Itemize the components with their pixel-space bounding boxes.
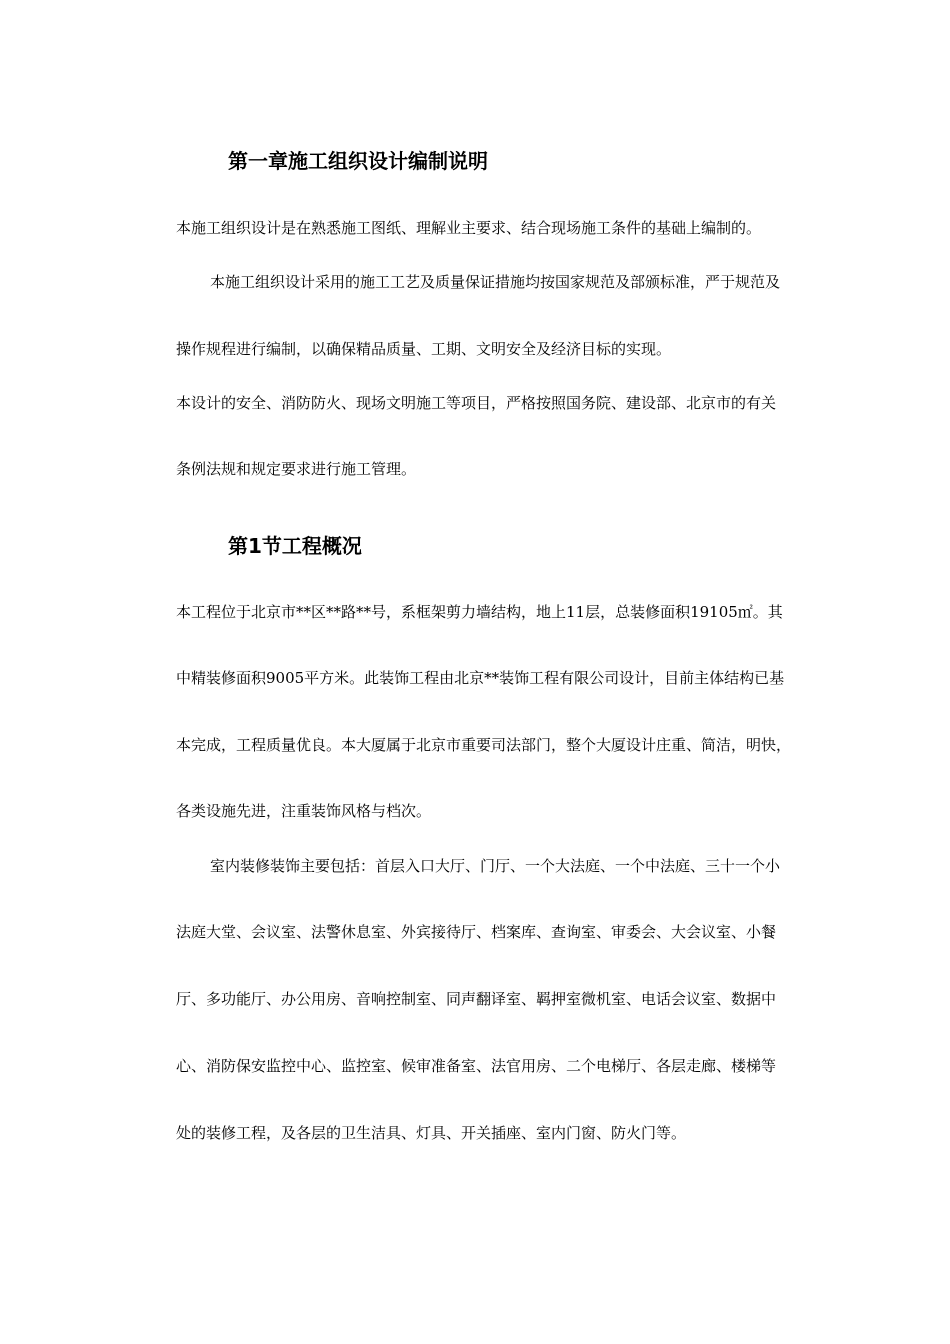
chapter-paragraph-2-line-1: 本施工组织设计采用的施工工艺及质量保证措施均按国家规范及部颁标准，严于规范及 xyxy=(210,273,781,291)
section-paragraph-2-line-3: 厅、多功能厅、办公用房、音响控制室、同声翻译室、羁押室微机室、电话会议室、数据中 xyxy=(176,990,777,1008)
section-paragraph-2-line-5: 处的装修工程，及各层的卫生洁具、灯具、开关插座、室内门窗、防火门等。 xyxy=(176,1124,687,1142)
section-paragraph-2-line-2: 法庭大堂、会议室、法警休息室、外宾接待厅、档案库、查询室、审委会、大会议室、小餐 xyxy=(176,923,777,941)
chapter-paragraph-1: 本施工组织设计是在熟悉施工图纸、理解业主要求、结合现场施工条件的基础上编制的。 xyxy=(176,219,762,237)
section-paragraph-1-line-3: 本完成，工程质量优良。本大厦属于北京市重要司法部门，整个大厦设计庄重、简洁，明快， xyxy=(176,736,792,754)
section-paragraph-1-line-4: 各类设施先进，注重装饰风格与档次。 xyxy=(176,802,432,820)
section-heading: 第1节工程概况 xyxy=(228,534,362,558)
section-paragraph-2-line-4: 心、消防保安监控中心、监控室、候审准备室、法官用房、二个电梯厅、各层走廊、楼梯等 xyxy=(176,1057,777,1075)
section-paragraph-1-line-1: 本工程位于北京市**区**路**号，系框架剪力墙结构，地上11层，总装修面积19105㎡。其 xyxy=(176,603,783,621)
section-paragraph-1-line-2: 中精装修面积9005平方米。此装饰工程由北京**装饰工程有限公司设计，目前主体结构已基 xyxy=(176,669,785,687)
chapter-paragraph-3-line-1: 本设计的安全、消防防火、现场文明施工等项目，严格按照国务院、建设部、北京市的有关 xyxy=(176,394,777,412)
chapter-paragraph-3-line-2: 条例法规和规定要求进行施工管理。 xyxy=(176,460,417,478)
section-paragraph-2-line-1: 室内装修装饰主要包括：首层入口大厅、门厅、一个大法庭、一个中法庭、三十一个小 xyxy=(210,857,781,875)
chapter-paragraph-2-line-2: 操作规程进行编制，以确保精品质量、工期、文明安全及经济目标的实现。 xyxy=(176,340,672,358)
chapter-heading: 第一章施工组织设计编制说明 xyxy=(228,149,488,173)
